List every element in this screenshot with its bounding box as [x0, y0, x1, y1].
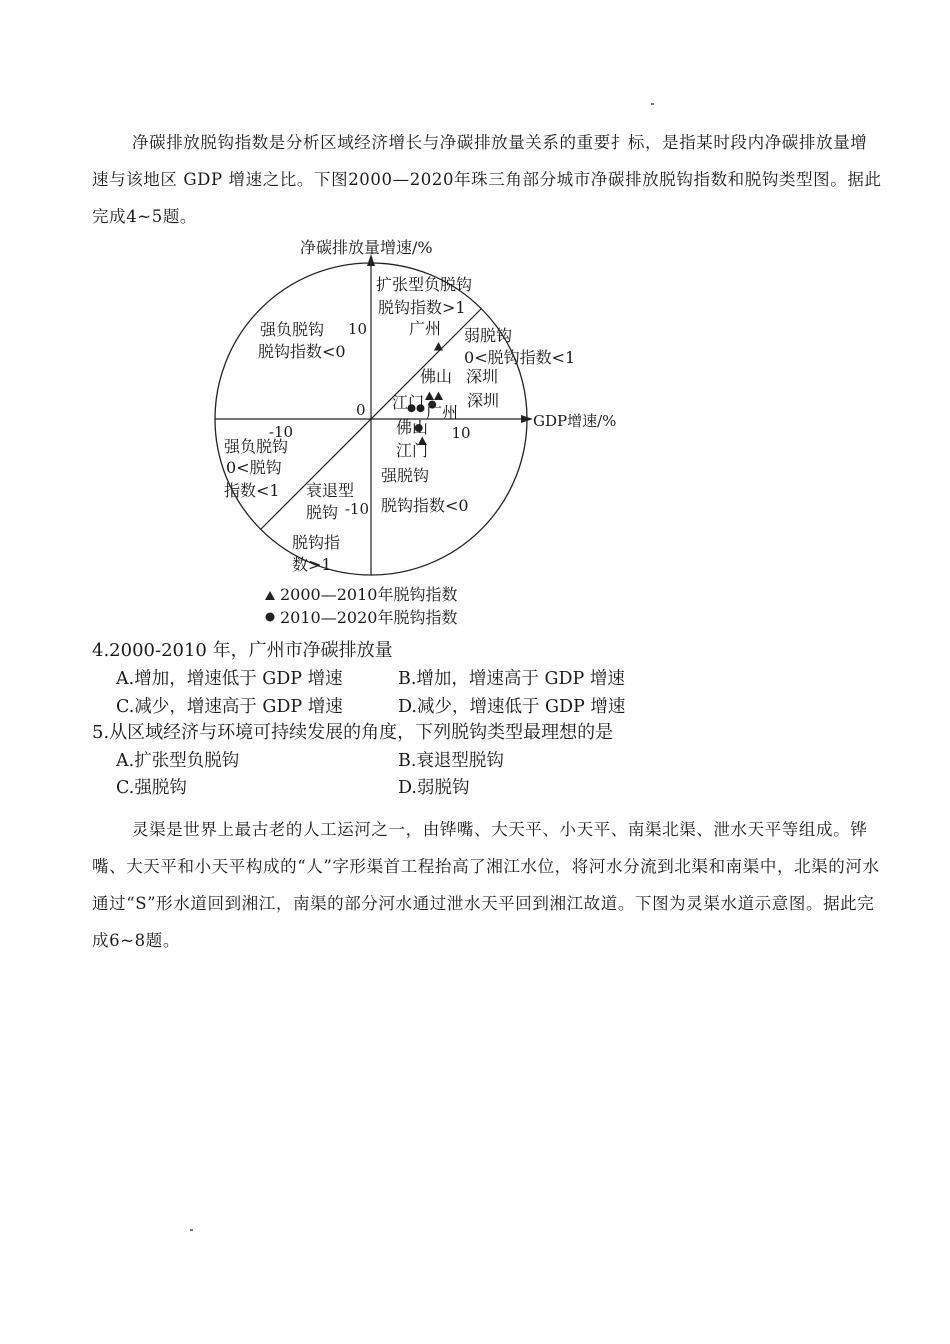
region-condition: 指数<1 — [224, 481, 280, 500]
region-condition: 数>1 — [292, 555, 332, 574]
point-label: 广州 — [409, 319, 442, 338]
region-condition: 脱钩指数<0 — [258, 342, 346, 361]
legend-triangle — [265, 591, 275, 600]
region-condition: 脱钩指数<0 — [381, 496, 469, 515]
question-5-stem: 5.从区域经济与环境可持续发展的角度，下列脱钩类型最理想的是 — [92, 722, 614, 743]
y-tick-label: 10 — [347, 320, 367, 338]
y-axis-label: 净碳排放量增速/% — [300, 238, 433, 257]
origin-label: 0 — [356, 401, 366, 419]
q4-option-a: A.增加，增速低于 GDP 增速 — [116, 669, 343, 689]
intro-paragraph-2: 灵渠是世界上最古老的人工运河之一，由铧嘴、大天平、小天平、南渠北渠、泄水天平等组成。铧嘴、大天平和小天平构成的“人”字形渠首工程抬高了湘江水位，将河水分流到北渠和南渠中，北渠的河水通过“S”形水道回到湘江，南渠的部分河水通过泄水天平回到湘江故道。下图为灵渠水道示意图。据此完成6~8题。 — [92, 820, 880, 950]
point-label: 佛山 — [396, 418, 429, 437]
triangle-marker — [434, 392, 443, 401]
region-condition: 0<脱钩 — [226, 458, 282, 477]
point-label: 深圳 — [467, 391, 500, 410]
legend-circle — [266, 613, 275, 622]
point-label: 广州 — [426, 403, 459, 422]
point-label: 深圳 — [466, 367, 499, 386]
q5-option-c: C.强脱钩 — [116, 778, 187, 798]
legend-label: 2010—2020年脱钩指数 — [280, 608, 458, 627]
region-condition: 脱钩指 — [292, 533, 341, 552]
region-name: 强脱钩 — [381, 466, 430, 485]
q5-option-b: B.衰退型脱钩 — [398, 751, 504, 771]
question-4-stem: 4.2000-2010 年，广州市净碳排放量 — [92, 640, 393, 661]
y-tick-label: -10 — [344, 500, 369, 518]
region-condition: 脱钩指数>1 — [378, 298, 466, 317]
region-name: 强负脱钩 — [224, 437, 289, 456]
q4-option-b: B.增加，增速高于 GDP 增速 — [398, 669, 625, 689]
triangle-marker — [425, 392, 434, 401]
intro-paragraph-1: 净碳排放脱钩指数是分析区域经济增长与净碳排放量关系的重要扌标，是指某时段内净碳排放量增速与该地区 GDP 增速之比。下图2000—2020年珠三角部分城市净碳排放脱钩指数和脱钩类型图。据此完成4~5题。 — [92, 133, 882, 226]
q5-option-a: A.扩张型负脱钩 — [116, 751, 240, 771]
q4-option-c: C.减少，增速高于 GDP 增速 — [116, 697, 343, 717]
point-label: 江门 — [396, 441, 429, 460]
triangle-marker — [434, 342, 443, 351]
region-name: 强负脱钩 — [260, 320, 325, 339]
x-tick-label: 10 — [451, 424, 471, 442]
region-name: 衰退型 — [306, 481, 355, 500]
x-axis-label: GDP增速/% — [533, 412, 617, 430]
point-label: 江门 — [392, 393, 425, 412]
scan-speck — [651, 103, 654, 105]
legend-label: 2000—2010年脱钩指数 — [280, 585, 458, 604]
region-name: 弱脱钩 — [464, 326, 513, 345]
decoupling-chart — [200, 230, 640, 630]
region-name: 脱钩 — [306, 503, 339, 522]
region-condition: 0<脱钩指数<1 — [464, 348, 576, 367]
scan-speck — [190, 1229, 193, 1231]
q5-option-d: D.弱脱钩 — [398, 778, 470, 798]
x-tick-label: -10 — [268, 423, 294, 441]
q4-option-d: D.减少，增速低于 GDP 增速 — [398, 697, 626, 717]
region-name: 扩张型负脱钩 — [376, 275, 473, 294]
point-label: 佛山 — [420, 367, 453, 386]
